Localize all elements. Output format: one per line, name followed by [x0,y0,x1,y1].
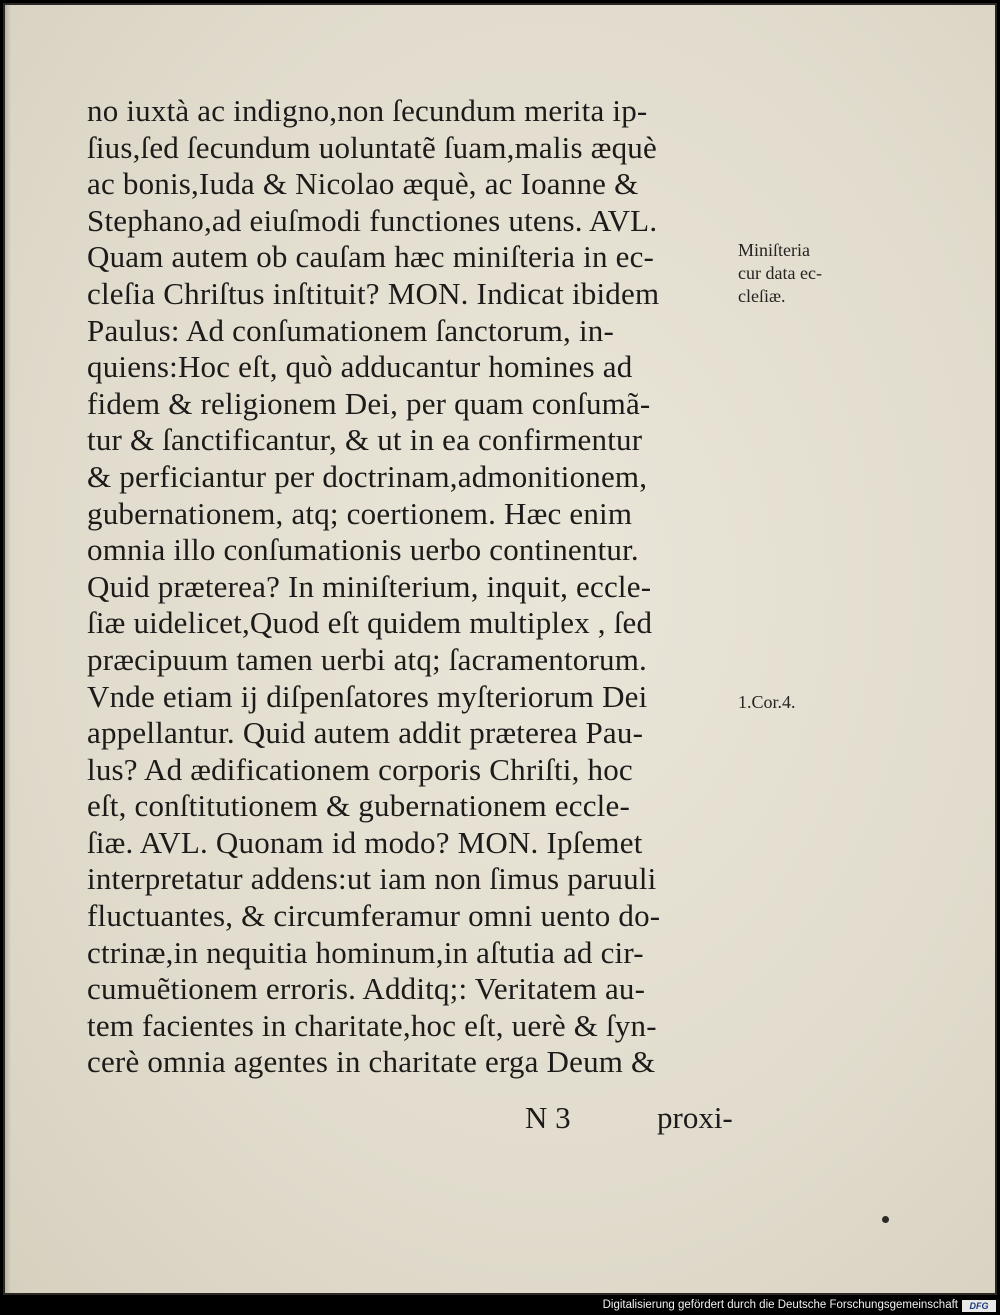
text-line: omnia illo conſumationis uerbo continentur. [87,532,639,568]
text-line: quiens:Hoc eſt, quò adducantur homines ad [87,349,633,385]
text-line: appellantur. Quid autem addit præterea Pau- [87,715,644,751]
text-line: no iuxtà ac indigno,non ſecundum merita ip- [87,93,648,128]
margin-note-line: Miniſteria [738,240,810,260]
text-line: Stephano,ad eiuſmodi functiones utens. AVL. [87,202,658,238]
text-line: cleſia Chriſtus inſtituit? MON. Indicat ibidem [87,275,660,311]
margin-note-line: cur data ec- [738,263,822,283]
text-line: interpretatur addens:ut iam non ſimus paruuli [87,861,657,897]
text-line: tem facientes in charitate,hoc eſt, uerè & ſyn- [87,1007,657,1043]
text-line: ſiæ. AVL. Quonam id modo? MON. Ipſemet [87,824,643,860]
margin-note-ministeria [738,239,878,308]
catchword: proxi- [657,1100,733,1135]
text-line: fidem & religionem Dei, per quam conſumã- [87,385,651,421]
text-line: & perficiantur per doctrinam,admonitionem, [87,458,648,494]
margin-note-line: 1.Cor.4. [738,692,796,712]
text-line: Vnde etiam ij diſpenſatores myſteriorum Dei [87,678,648,714]
text-line: eſt, conſtitutionem & gubernationem eccle- [87,788,630,824]
signature-mark: N 3 [525,1100,571,1135]
text-line: ac bonis,Iuda & Nicolao æquè, ac Ioanne & [87,166,639,202]
text-line: ſiæ uidelicet,Quod eſt quidem multiplex , ſed [87,605,653,641]
text-line: fluctuantes, & circumferamur omni uento do- [87,898,661,934]
text-line: lus? Ad ædificationem corporis Chriſti, hoc [87,751,633,787]
text-line: præcipuum tamen uerbi atq; ſacramentorum. [87,641,647,677]
text-line: Paulus: Ad conſumationem ſanctorum, in- [87,312,614,348]
book-page [3,3,997,1295]
text-line: Quid præterea? In miniſterium, inquit, eccle- [87,568,652,604]
text-line: ſius,ſed ſecundum uoluntatẽ ſuam,malis æquè [87,129,657,165]
margin-note-line: cleſiæ. [738,286,786,306]
text-line: ctrinæ,in nequitia hominum,in aſtutia ad cir- [87,934,644,970]
text-line: cumuẽtionem erroris. Additq;: Veritatem au- [87,971,646,1007]
ink-dot [882,1216,889,1223]
text-line: Quam autem ob cauſam hæc miniſteria in ec- [87,239,655,275]
main-text-block [87,93,747,1081]
dfg-logo: DFG [962,1300,996,1312]
text-line: gubernationem, atq; coertionem. Hæc enim [87,495,633,531]
text-line: tur & ſanctificantur, & ut in ea confirmentur [87,422,643,458]
margin-note-reference [738,691,878,714]
funding-credit: Digitalisierung gefördert durch die Deutsche Forschungsgemeinschaft [602,1299,958,1311]
text-line: cerè omnia agentes in charitate erga Deum & [87,1044,656,1080]
